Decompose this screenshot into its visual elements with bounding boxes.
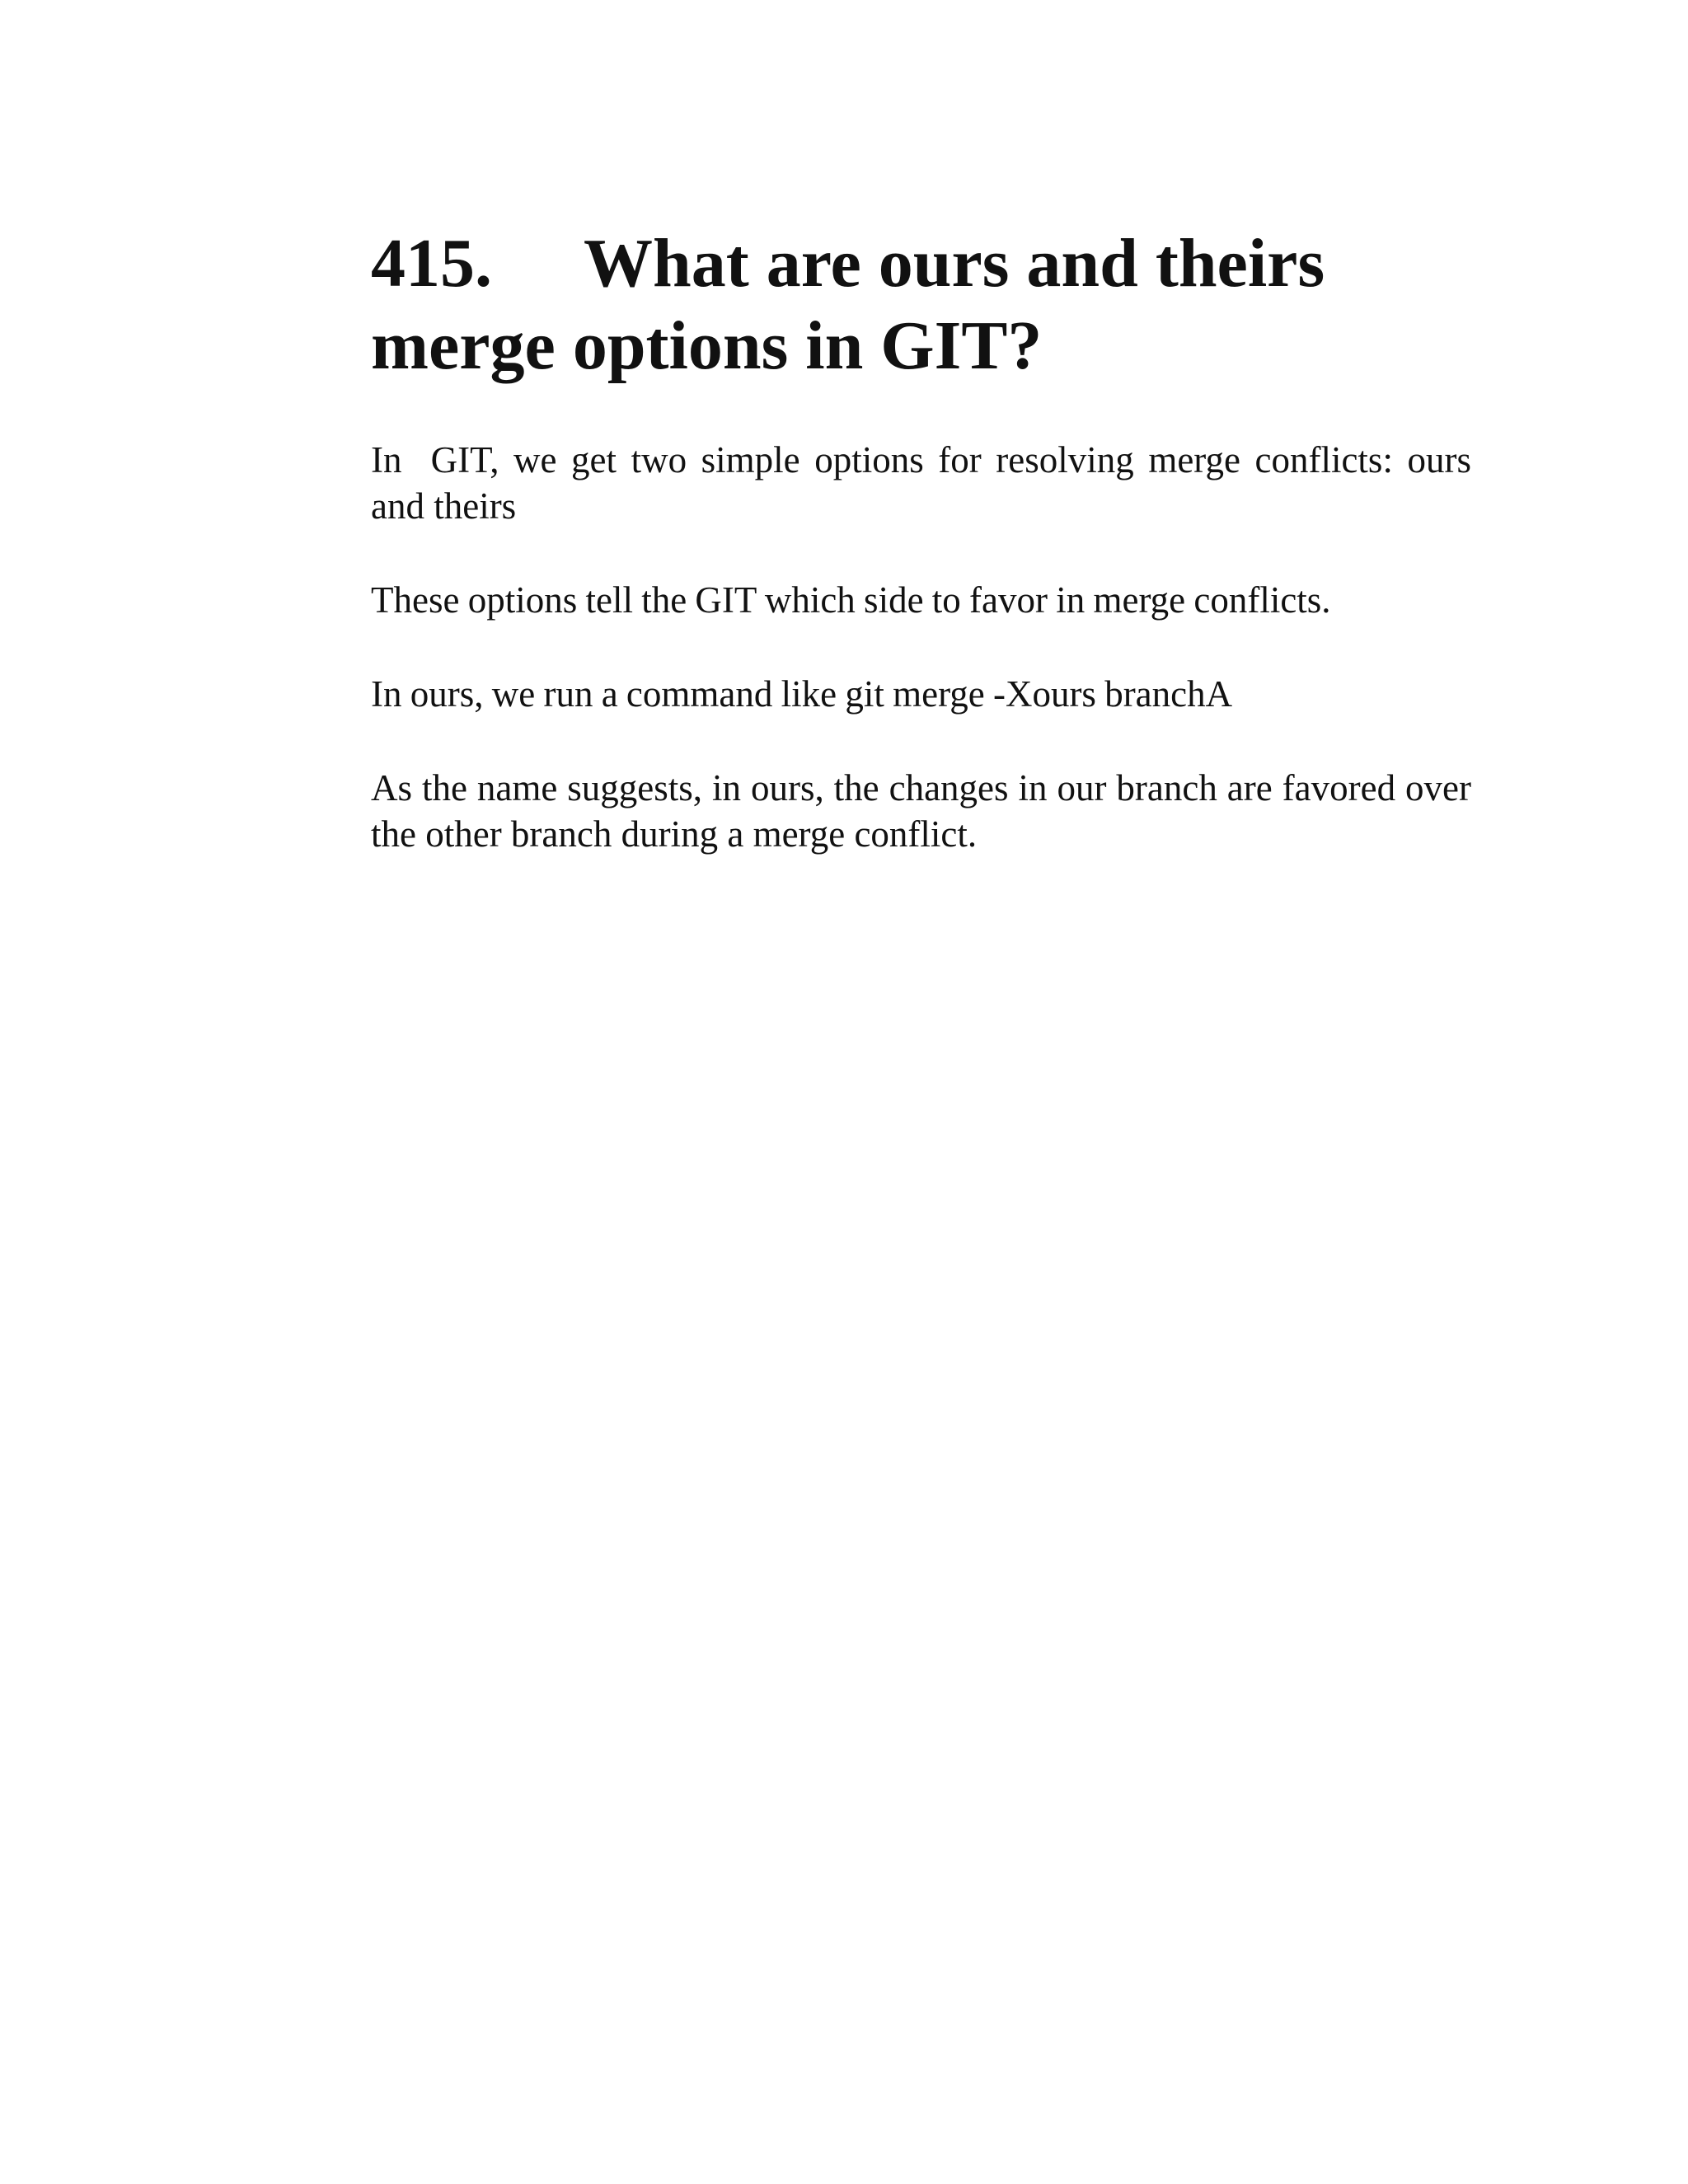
question-number: 415. [371, 225, 492, 302]
question-title-line-2: merge options in GIT? [371, 307, 1043, 384]
paragraph-ours-command: In ours, we run a command like git merge -Xours branchA [371, 673, 1233, 715]
paragraph-ours-explanation: As the name suggests, in ours, the changes in our branch are favored over the other branch during a merge conflict. [371, 767, 1471, 855]
question-title-line-1: What are ours and theirs [584, 225, 1325, 302]
paragraph-intro: In GIT, we get two simple options for resolving merge conflicts: ours and theirs [371, 439, 1481, 527]
page-content [371, 223, 1481, 857]
paragraph-options: These options tell the GIT which side to favor in merge conflicts. [371, 579, 1331, 621]
question-heading [371, 223, 1471, 387]
